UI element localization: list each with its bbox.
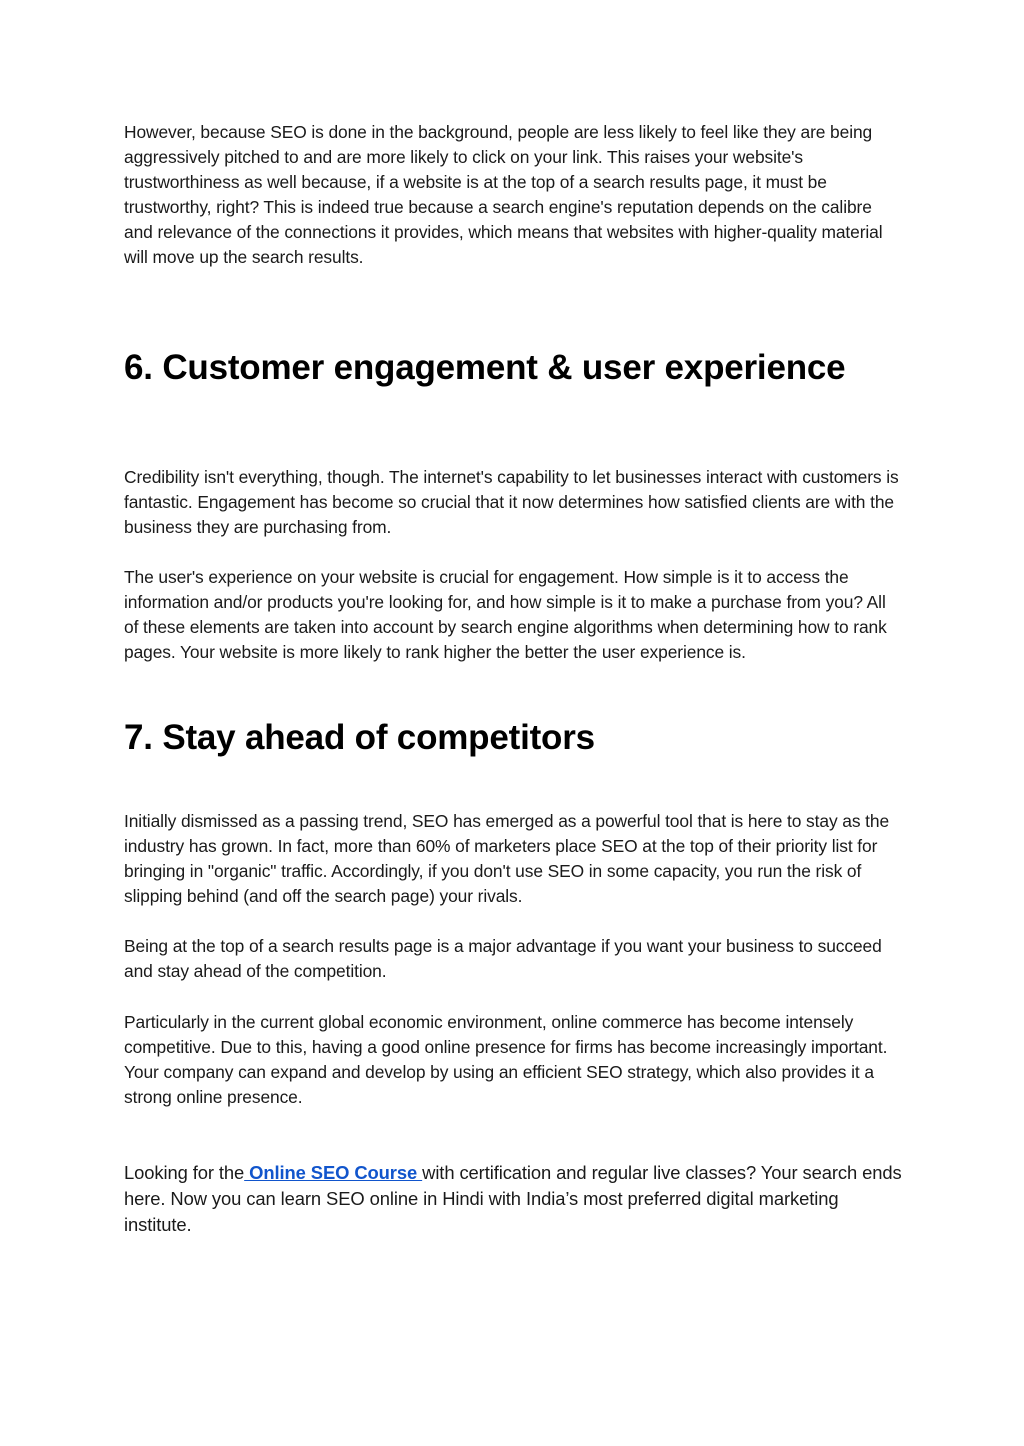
global-paragraph-block	[124, 1010, 904, 1110]
intro-paragraph-block	[124, 120, 904, 270]
advantage-paragraph: Being at the top of a search results page is a major advantage if you want your business to succeed and stay ahead of the competition.	[124, 936, 882, 981]
user-experience-paragraph: The user's experience on your website is crucial for engagement. How simple is it to access the information and/or products you're looking for, and how simple is it to make a purchase from you? All of these elements are taken into account by search engine algorithms when determining how to rank pages. Your website is more likely to rank higher the better the user experience is.	[124, 567, 887, 662]
section-7-heading-block	[124, 717, 904, 759]
user-experience-paragraph-block	[124, 565, 904, 665]
online-seo-course-link[interactable]: Online SEO Course	[244, 1162, 423, 1183]
section-heading-customer-engagement: 6. Customer engagement & user experience	[124, 348, 846, 387]
trend-paragraph: Initially dismissed as a passing trend, SEO has emerged as a powerful tool that is here to stay as the industry has grown. In fact, more than 60% of marketers place SEO at the top of their priority list for bringing in "organic" traffic. Accordingly, if you don't use SEO in some capacity, you run the risk of slipping behind (and off the search page) your rivals.	[124, 811, 890, 906]
credibility-paragraph-block	[124, 465, 904, 540]
global-environment-paragraph: Particularly in the current global economic environment, online commerce has become intensely competitive. Due to this, having a good online presence for firms has become increasingly important. Your company can expand and develop by using an efficient SEO strategy, which also provides it a strong online presence.	[124, 1012, 888, 1107]
section-heading-stay-ahead: 7. Stay ahead of competitors	[124, 718, 595, 757]
section-6-heading-block	[124, 347, 904, 389]
cta-text-before: Looking for the	[124, 1162, 245, 1183]
cta-text-after: with certification and regular live classes? Your search ends here. Now you can learn SEO online in Hindi with India’s most preferred digital marketing institute.	[124, 1162, 902, 1235]
credibility-paragraph: Credibility isn't everything, though. The internet's capability to let businesses interact with customers is fantastic. Engagement has become so crucial that it now determines how satisfied clients are with the business they are purchasing from.	[124, 467, 899, 537]
cta-paragraph-block	[124, 1160, 904, 1238]
advantage-paragraph-block	[124, 934, 904, 984]
trend-paragraph-block	[124, 809, 904, 909]
cta-paragraph	[124, 1160, 904, 1238]
intro-paragraph: However, because SEO is done in the background, people are less likely to feel like they are being aggressively pitched to and are more likely to click on your link. This raises your website's trustworthiness as well because, if a website is at the top of a search results page, it must be trustworthy, right? This is indeed true because a search engine's reputation depends on the calibre and relevance of the connections it provides, which means that websites with higher-quality material will move up the search results.	[124, 122, 883, 267]
